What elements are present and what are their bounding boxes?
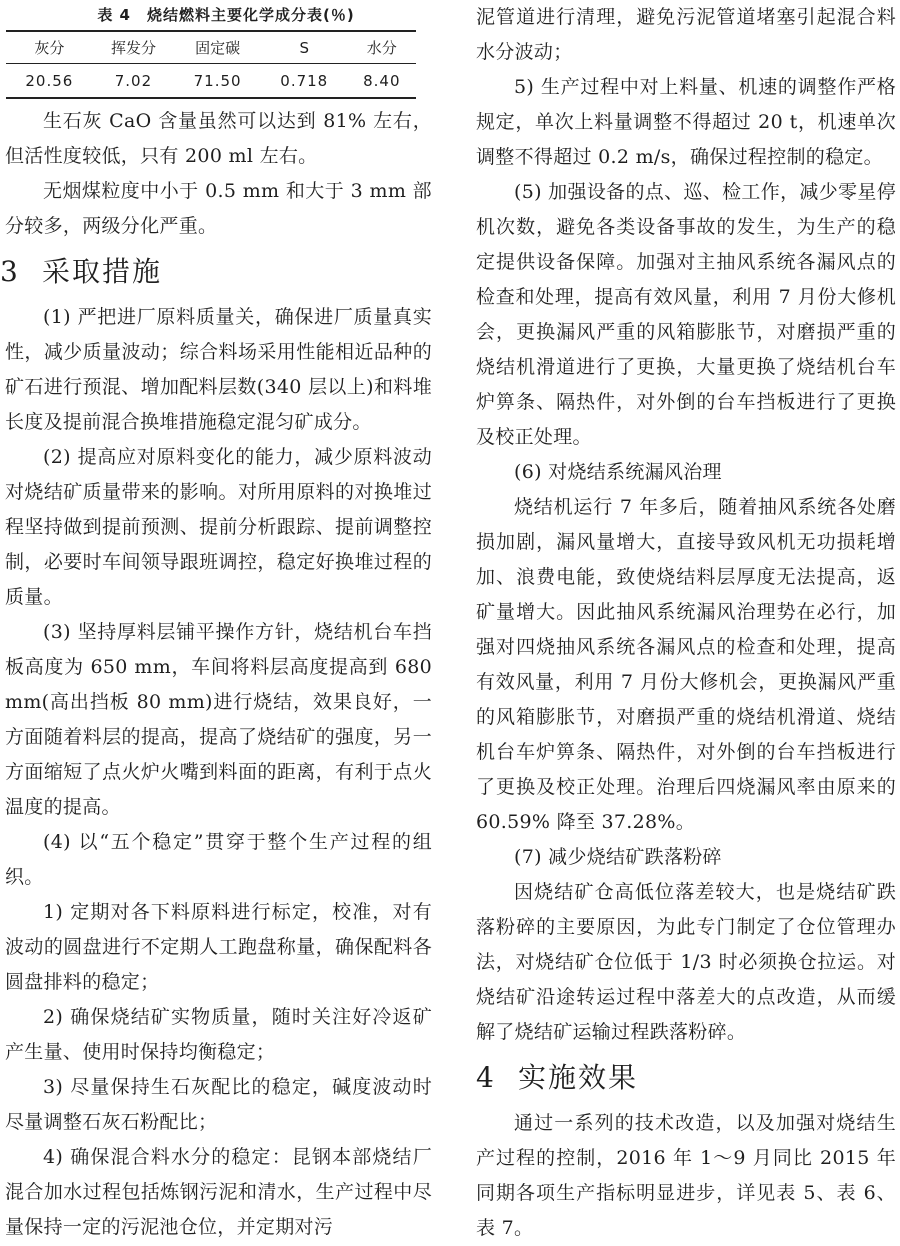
measure-7-title: (7) 减少烧结矿跌落粉碎 — [514, 846, 722, 868]
results-paragraph: 通过一系列的技术改造，以及加强对烧结生产过程的控制，2016 年 1～9 月同比 2015 年同期各项生产指标明显进步，详见表 5、表 6、表 7。 — [476, 1112, 896, 1239]
measure-6-body: 烧结机运行 7 年多后，随着抽风系统各处磨损加剧，漏风量增大，直接导致风机无功损耗增加、浪费电能，致使烧结料层厚度无法提高，返矿量增大。因此抽风系统漏风治理势在必行，加强对四烧抽风系统各漏风点的检查和处理，提高有效风量，利用 7 月份大修机会，更换漏风严重的风箱膨胀节，对磨损严重的烧结机滑道、烧结机台车炉箅条、隔热件，对外倒的台车挡板进行了更换及校正处理。治理后四烧漏风率由原来的 60.59% 降至 37.28%。 — [476, 496, 896, 833]
measure-6-title: (6) 对烧结系统漏风治理 — [514, 461, 722, 483]
paragraph-lime: 生石灰 CaO 含量虽然可以达到 81% 左右，但活性度较低，只有 200 ml 左右。 — [5, 110, 432, 167]
section-4-number: 4 — [476, 1061, 496, 1094]
sub-item-4-continued: 泥管道进行清理，避免污泥管道堵塞引起混合料水分波动； — [476, 6, 896, 63]
col-header-moisture: 水分 — [348, 31, 416, 64]
measure-7-body: 因烧结矿仓高低位落差较大，也是烧结矿跌落粉碎的主要原因，为此专门制定了仓位管理办法，对烧结矿仓位低于 1/3 时必须换仓拉运。对烧结矿沿途转运过程中落差大的点改造，从而缓解了烧结矿运输过程跌落粉碎。 — [476, 881, 896, 1043]
section-4-title: 实施效果 — [518, 1061, 639, 1094]
cell-volatile: 7.02 — [114, 71, 153, 90]
measure-1: (1) 严把进厂原料质量关，确保进厂质量真实性，减少质量波动；综合料场采用性能相近品种的矿石进行预混、增加配料层数(340 层以上)和料堆长度及提前混合换堆措施稳定混匀矿成分。 — [5, 306, 432, 433]
table-row — [6, 64, 416, 99]
measure-4: (4) 以“五个稳定”贯穿于整个生产过程的组织。 — [5, 831, 432, 888]
cell-ash: 20.56 — [25, 71, 74, 90]
sub-item-4: 4) 确保混合料水分的稳定：昆钢本部烧结厂混合加水过程包括炼钢污泥和清水，生产过程中尽量保持一定的污泥池仓位，并定期对污 — [5, 1146, 432, 1238]
col-header-volatile: 挥发分 — [93, 31, 175, 64]
sub-item-3: 3) 尽量保持生石灰配比的稳定，碱度波动时尽量调整石灰石粉配比； — [5, 1076, 432, 1133]
left-column — [0, 0, 432, 1245]
col-header-sulfur: S — [261, 31, 348, 64]
measure-5: (5) 加强设备的点、巡、检工作，减少零星停机次数，避免各类设备事故的发生，为生产的稳定提供设备保障。加强对主抽风系统各漏风点的检查和处理，提高有效风量，利用 7 月份大修机会，更换漏风严重的风箱膨胀节，对磨损严重的烧结机滑道进行了更换，大量更换了烧结机台车炉箅条、隔热件，对外倒的台车挡板进行了更换及校正处理。 — [476, 181, 896, 448]
measure-2: (2) 提高应对原料变化的能力，减少原料波动对烧结矿质量带来的影响。对所用原料的对换堆过程坚持做到提前预测、提前分析跟踪、提前调整控制，必要时车间领导跟班调控，稳定好换堆过程的质量。 — [5, 446, 432, 608]
section-3-number: 3 — [0, 255, 20, 288]
section-3-title: 采取措施 — [42, 255, 163, 288]
measure-3: (3) 坚持厚料层铺平操作方针，烧结机台车挡板高度为 650 mm，车间将料层高度提高到 680 mm(高出挡板 80 mm)进行烧结，效果良好，一方面随着料层的提高，提高了烧结矿的强度，另一方面缩短了点火炉火嘴到料面的距离，有利于点火温度的提高。 — [5, 621, 432, 818]
sub-item-5: 5) 生产过程中对上料量、机速的调整作严格规定，单次上料量调整不得超过 20 t，机速单次调整不得超过 0.2 m/s，确保过程控制的稳定。 — [476, 76, 896, 168]
right-column — [476, 0, 896, 1246]
section-3-heading — [0, 244, 432, 300]
cell-fixed-carbon: 71.50 — [193, 71, 242, 90]
sub-item-1: 1) 定期对各下料原料进行标定，校准，对有波动的圆盘进行不定期人工跑盘称量，确保配料各圆盘排料的稳定； — [5, 901, 432, 993]
cell-moisture: 8.40 — [363, 71, 401, 90]
paragraph-anthracite: 无烟煤粒度中小于 0.5 mm 和大于 3 mm 部分较多，两级分化严重。 — [5, 180, 432, 237]
table-4 — [6, 30, 416, 99]
sub-item-2: 2) 确保烧结矿实物质量，随时关注好冷返矿产生量、使用时保持均衡稳定； — [5, 1006, 432, 1063]
section-4-heading — [476, 1050, 896, 1106]
table-header-row — [6, 31, 416, 64]
table-4-title: 表 4 烧结燃料主要化学成分表(％) — [97, 6, 355, 24]
col-header-ash: 灰分 — [6, 31, 93, 64]
col-header-fixed-carbon: 固定碳 — [174, 31, 261, 64]
cell-sulfur: 0.718 — [280, 71, 329, 90]
